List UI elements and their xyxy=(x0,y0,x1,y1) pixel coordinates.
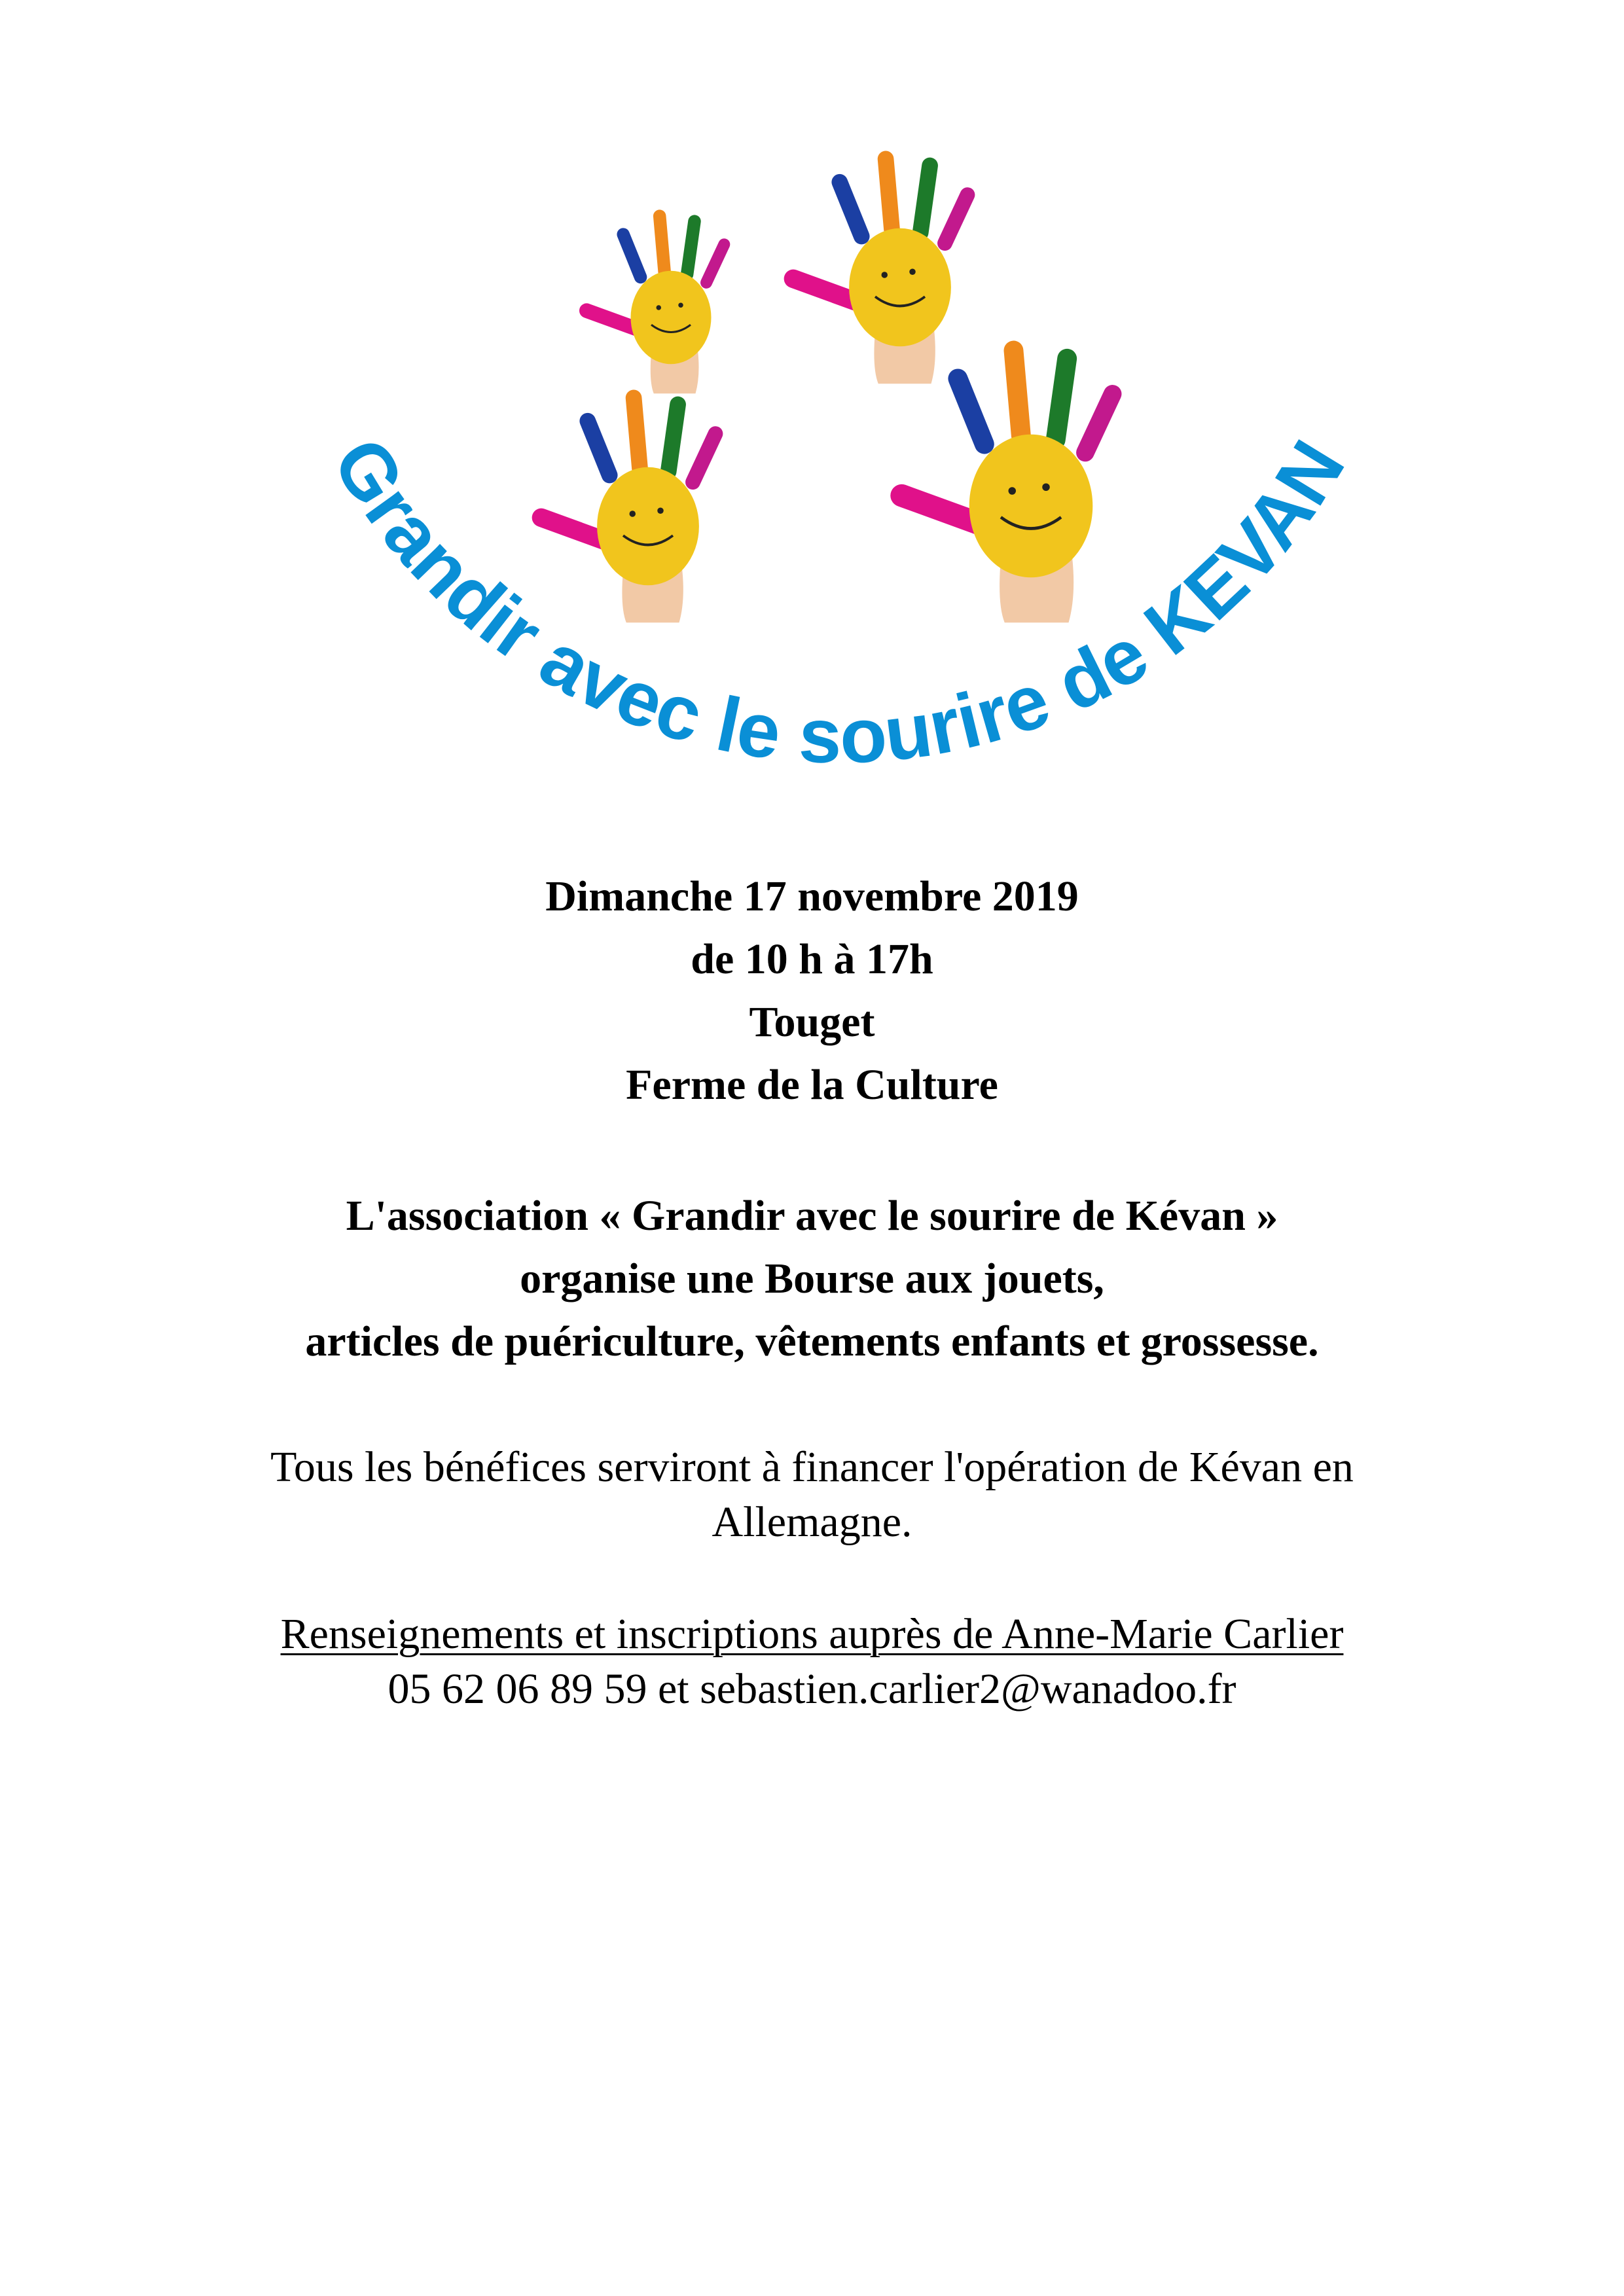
announcement-line: L'association « Grandir avec le sourire de Kévan » xyxy=(346,1192,1278,1240)
contact-heading: Renseignements et inscriptions auprès de Anne-Marie Carlier xyxy=(280,1610,1344,1658)
event-date: Dimanche 17 novembre 2019 xyxy=(545,872,1079,920)
hand-icon xyxy=(577,209,732,394)
contact-details: 05 62 06 89 59 et sebastien.carlier2@wanadoo.fr xyxy=(388,1665,1236,1713)
benefits-note xyxy=(0,1440,1624,1550)
announcement-line: organise une Bourse aux jouets, xyxy=(520,1255,1104,1302)
event-hours: de 10 h à 17h xyxy=(691,935,933,983)
benefits-line: Allemagne. xyxy=(712,1498,912,1546)
event-details xyxy=(0,865,1624,1117)
association-logo xyxy=(0,0,1624,838)
announcement-line: articles de puériculture, vêtements enfants et grossesse. xyxy=(305,1318,1319,1365)
logo-title-arc: Grandir avec le sourire de KEVAN xyxy=(316,423,1362,780)
hand-icon xyxy=(782,150,978,384)
event-town: Touget xyxy=(749,998,875,1046)
hand-icon xyxy=(530,389,726,622)
benefits-line: Tous les bénéfices serviront à financer l'opération de Kévan en xyxy=(270,1443,1354,1491)
event-venue: Ferme de la Culture xyxy=(626,1061,998,1109)
announcement xyxy=(0,1185,1624,1373)
contact-block xyxy=(0,1607,1624,1717)
